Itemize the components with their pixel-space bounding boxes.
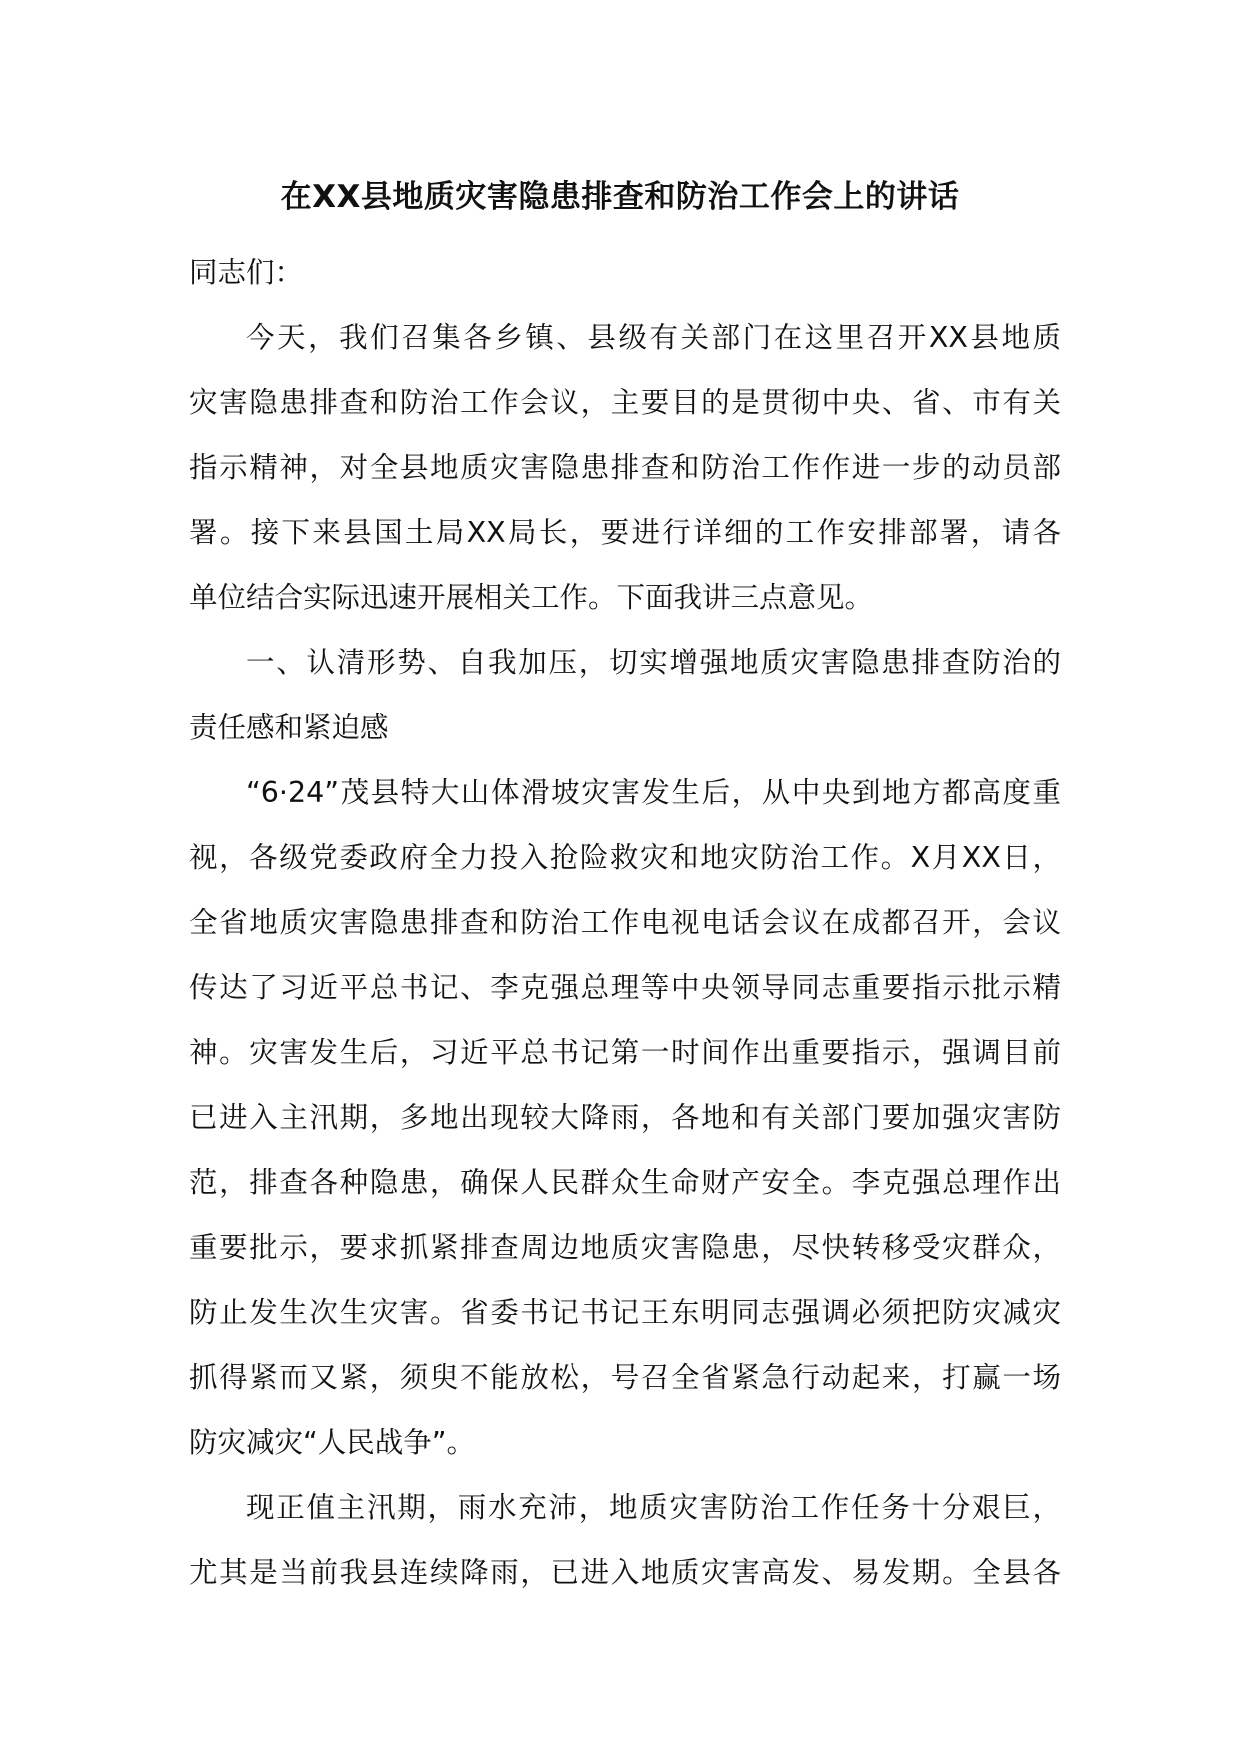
paragraph-3 — [189, 1475, 1061, 1605]
text-line: 责任感和紧迫感 — [189, 711, 389, 744]
text-line: 已进入主汛期，多地出现较大降雨，各地和有关部门要加强灾害防 — [189, 1101, 1061, 1134]
section-heading-1 — [189, 630, 1061, 760]
paragraph-2 — [189, 760, 1061, 1475]
salutation — [189, 240, 1061, 305]
paragraph-1 — [189, 305, 1061, 630]
text-line: 灾害隐患排查和防治工作会议，主要目的是贯彻中央、省、市有关 — [189, 386, 1061, 419]
text-line: “6·24”茂县特大山体滑坡灾害发生后，从中央到地方都高度重 — [246, 776, 1061, 809]
text-line: 范，排查各种隐患，确保人民群众生命财产安全。李克强总理作出 — [189, 1166, 1061, 1199]
text-line: 今天，我们召集各乡镇、县级有关部门在这里召开XX县地质 — [246, 321, 1061, 354]
document-body — [189, 240, 1061, 1605]
text-line: 抓得紧而又紧，须臾不能放松，号召全省紧急行动起来，打赢一场 — [189, 1361, 1061, 1394]
text-line: 尤其是当前我县连续降雨，已进入地质灾害高发、易发期。全县各 — [189, 1556, 1061, 1589]
text-line: 指示精神，对全县地质灾害隐患排查和防治工作作进一步的动员部 — [189, 451, 1061, 484]
text-line: 传达了习近平总书记、李克强总理等中央领导同志重要指示批示精 — [189, 971, 1061, 1004]
text-line: 重要批示，要求抓紧排查周边地质灾害隐患，尽快转移受灾群众， — [189, 1231, 1061, 1264]
text-line: 单位结合实际迅速开展相关工作。下面我讲三点意见。 — [189, 581, 874, 614]
document-title: 在XX县地质灾害隐患排查和防治工作会上的讲话 — [280, 179, 960, 215]
text-line: 神。灾害发生后，习近平总书记第一时间作出重要指示，强调目前 — [189, 1036, 1061, 1069]
text-line: 一、认清形势、自我加压，切实增强地质灾害隐患排查防治的 — [246, 646, 1061, 679]
text-line: 防止发生次生灾害。省委书记书记王东明同志强调必须把防灾减灾 — [189, 1296, 1061, 1329]
text-line: 全省地质灾害隐患排查和防治工作电视电话会议在成都召开，会议 — [189, 906, 1061, 939]
text-line: 现正值主汛期，雨水充沛，地质灾害防治工作任务十分艰巨， — [246, 1491, 1061, 1524]
text-line: 署。接下来县国土局XX局长，要进行详细的工作安排部署，请各 — [189, 516, 1061, 549]
text-line: 同志们： — [189, 256, 304, 289]
text-line: 视，各级党委政府全力投入抢险救灾和地灾防治工作。X月XX日， — [189, 841, 1061, 874]
text-line: 防灾减灾“人民战争”。 — [189, 1426, 476, 1459]
